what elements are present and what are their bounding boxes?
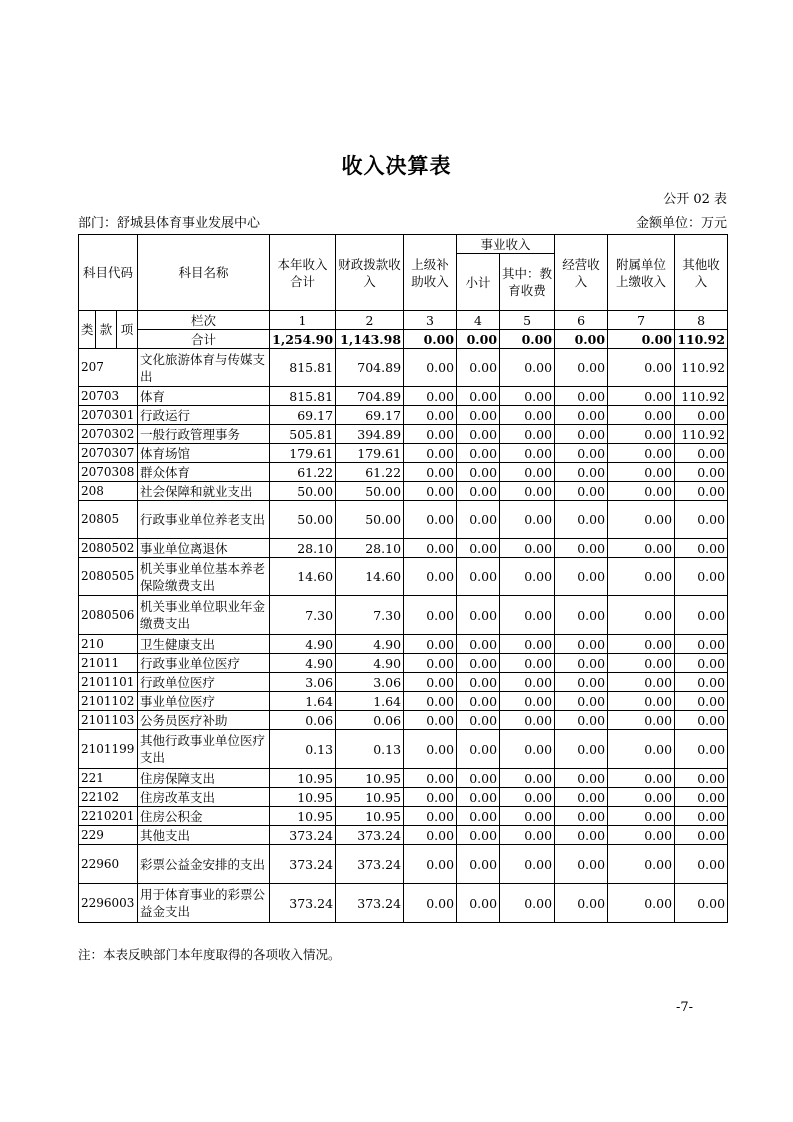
header-superior-subsidy: 上级补助收入 xyxy=(404,235,457,311)
subject-code-cell: 2070302 xyxy=(79,425,138,444)
amount-cell: 50.00 xyxy=(270,501,336,539)
table-row xyxy=(79,558,728,596)
amount-cell: 0.00 xyxy=(404,692,457,711)
total-cell: 0.00 xyxy=(457,330,500,349)
amount-cell: 0.00 xyxy=(457,463,500,482)
amount-cell: 0.00 xyxy=(500,463,555,482)
amount-cell: 0.00 xyxy=(457,845,500,884)
amount-cell: 0.13 xyxy=(270,730,336,769)
amount-cell: 3.06 xyxy=(270,673,336,692)
subject-name-cell: 公务员医疗补助 xyxy=(138,711,270,730)
header-total-income: 本年收入合计 xyxy=(270,235,336,311)
amount-cell: 14.60 xyxy=(336,558,404,596)
subject-name-cell: 其他行政事业单位医疗支出 xyxy=(138,730,270,769)
amount-cell: 0.00 xyxy=(457,539,500,558)
subject-code-cell: 20703 xyxy=(79,387,138,406)
col-num: 3 xyxy=(404,311,457,330)
amount-cell: 0.00 xyxy=(675,635,728,654)
amount-cell: 0.00 xyxy=(500,444,555,463)
table-row xyxy=(79,730,728,769)
amount-cell: 0.00 xyxy=(555,482,608,501)
amount-cell: 0.00 xyxy=(555,711,608,730)
amount-cell: 0.00 xyxy=(457,635,500,654)
amount-cell: 0.00 xyxy=(555,635,608,654)
amount-cell: 0.00 xyxy=(555,826,608,845)
amount-cell: 0.00 xyxy=(675,463,728,482)
subject-code-cell: 229 xyxy=(79,826,138,845)
total-label: 合计 xyxy=(138,330,270,349)
amount-cell: 0.00 xyxy=(675,845,728,884)
subject-name-cell: 行政单位医疗 xyxy=(138,673,270,692)
amount-cell: 4.90 xyxy=(270,654,336,673)
amount-cell: 0.00 xyxy=(675,807,728,826)
subject-name-cell: 机关事业单位职业年金缴费支出 xyxy=(138,596,270,635)
amount-cell: 0.00 xyxy=(675,482,728,501)
amount-cell: 0.00 xyxy=(555,807,608,826)
subject-name-cell: 事业单位医疗 xyxy=(138,692,270,711)
amount-cell: 10.95 xyxy=(336,788,404,807)
amount-cell: 14.60 xyxy=(270,558,336,596)
subject-name-cell: 一般行政管理事务 xyxy=(138,425,270,444)
amount-cell: 0.00 xyxy=(404,654,457,673)
subject-code-cell: 2101199 xyxy=(79,730,138,769)
table-row xyxy=(79,654,728,673)
amount-cell: 0.00 xyxy=(500,788,555,807)
total-cell: 1,143.98 xyxy=(336,330,404,349)
amount-cell: 0.00 xyxy=(675,596,728,635)
table-row xyxy=(79,539,728,558)
subject-code-cell: 2070301 xyxy=(79,406,138,425)
amount-cell: 0.00 xyxy=(500,826,555,845)
amount-cell: 0.00 xyxy=(555,596,608,635)
amount-cell: 10.95 xyxy=(270,788,336,807)
subject-code-cell: 2080505 xyxy=(79,558,138,596)
amount-cell: 0.00 xyxy=(404,635,457,654)
amount-cell: 0.00 xyxy=(404,501,457,539)
amount-cell: 0.00 xyxy=(675,406,728,425)
amount-cell: 110.92 xyxy=(675,349,728,387)
amount-cell: 0.00 xyxy=(675,769,728,788)
header-business-income: 事业收入 xyxy=(457,235,555,254)
amount-cell: 0.00 xyxy=(457,482,500,501)
amount-cell: 0.00 xyxy=(555,884,608,923)
amount-cell: 0.00 xyxy=(457,730,500,769)
subject-name-cell: 文化旅游体育与传媒支出 xyxy=(138,349,270,387)
amount-cell: 1.64 xyxy=(336,692,404,711)
table-row xyxy=(79,807,728,826)
income-table xyxy=(78,234,728,923)
amount-cell: 4.90 xyxy=(336,635,404,654)
amount-cell: 373.24 xyxy=(270,826,336,845)
amount-cell: 0.00 xyxy=(500,349,555,387)
amount-cell: 0.00 xyxy=(404,539,457,558)
table-row xyxy=(79,788,728,807)
amount-cell: 10.95 xyxy=(336,769,404,788)
amount-cell: 28.10 xyxy=(336,539,404,558)
amount-cell: 0.00 xyxy=(555,730,608,769)
amount-cell: 0.00 xyxy=(608,596,675,635)
subject-name-cell: 机关事业单位基本养老保险缴费支出 xyxy=(138,558,270,596)
amount-cell: 0.00 xyxy=(404,788,457,807)
amount-cell: 0.00 xyxy=(555,845,608,884)
amount-cell: 0.00 xyxy=(457,673,500,692)
subject-code-cell: 221 xyxy=(79,769,138,788)
table-row xyxy=(79,501,728,539)
amount-cell: 815.81 xyxy=(270,387,336,406)
col-num: 2 xyxy=(336,311,404,330)
amount-cell: 0.00 xyxy=(608,539,675,558)
total-cell: 1,254.90 xyxy=(270,330,336,349)
amount-cell: 0.00 xyxy=(457,501,500,539)
header-fiscal: 财政拨款收入 xyxy=(336,235,404,311)
amount-cell: 394.89 xyxy=(336,425,404,444)
amount-cell: 0.00 xyxy=(500,596,555,635)
subject-name-cell: 社会保障和就业支出 xyxy=(138,482,270,501)
col-num: 1 xyxy=(270,311,336,330)
amount-cell: 0.00 xyxy=(608,673,675,692)
amount-cell: 0.00 xyxy=(555,788,608,807)
amount-cell: 0.00 xyxy=(404,769,457,788)
total-row xyxy=(79,330,728,349)
amount-cell: 0.00 xyxy=(404,349,457,387)
amount-cell: 0.00 xyxy=(500,558,555,596)
subject-name-cell: 体育 xyxy=(138,387,270,406)
table-row xyxy=(79,349,728,387)
amount-cell: 0.00 xyxy=(404,425,457,444)
amount-cell: 0.00 xyxy=(457,826,500,845)
total-cell: 0.00 xyxy=(500,330,555,349)
header-edu-fee: 其中：教育收费 xyxy=(500,254,555,311)
table-row xyxy=(79,845,728,884)
amount-cell: 0.00 xyxy=(608,349,675,387)
table-row xyxy=(79,596,728,635)
header-lei: 类 xyxy=(79,311,96,349)
amount-cell: 0.00 xyxy=(675,788,728,807)
total-cell: 0.00 xyxy=(608,330,675,349)
amount-cell: 0.00 xyxy=(500,482,555,501)
amount-cell: 0.00 xyxy=(404,387,457,406)
amount-cell: 0.00 xyxy=(675,673,728,692)
table-row xyxy=(79,826,728,845)
amount-cell: 0.00 xyxy=(608,711,675,730)
amount-cell: 0.00 xyxy=(555,444,608,463)
table-number: 公开 02 表 xyxy=(663,192,727,207)
amount-cell: 0.00 xyxy=(555,425,608,444)
subject-name-cell: 其他支出 xyxy=(138,826,270,845)
table-row xyxy=(79,425,728,444)
amount-cell: 0.00 xyxy=(500,845,555,884)
header-kuan: 款 xyxy=(96,311,117,349)
subject-code-cell: 2101103 xyxy=(79,711,138,730)
header-subtotal: 小计 xyxy=(457,254,500,311)
table-row xyxy=(79,463,728,482)
header-operating: 经营收入 xyxy=(555,235,608,311)
table-row xyxy=(79,884,728,923)
subject-name-cell: 行政事业单位养老支出 xyxy=(138,501,270,539)
amount-cell: 0.00 xyxy=(500,539,555,558)
amount-cell: 69.17 xyxy=(270,406,336,425)
amount-cell: 0.00 xyxy=(608,769,675,788)
subject-code-cell: 22960 xyxy=(79,845,138,884)
amount-cell: 0.00 xyxy=(500,387,555,406)
subject-code-cell: 20805 xyxy=(79,501,138,539)
amount-cell: 0.00 xyxy=(457,884,500,923)
col-num: 6 xyxy=(555,311,608,330)
amount-cell: 0.00 xyxy=(675,826,728,845)
header-subject-name: 科目名称 xyxy=(138,235,270,311)
amount-cell: 0.00 xyxy=(675,501,728,539)
header-subject-code: 科目代码 xyxy=(79,235,138,311)
amount-cell: 373.24 xyxy=(336,845,404,884)
subject-name-cell: 行政事业单位医疗 xyxy=(138,654,270,673)
amount-cell: 0.00 xyxy=(555,463,608,482)
subject-code-cell: 2210201 xyxy=(79,807,138,826)
col-num: 5 xyxy=(500,311,555,330)
amount-cell: 0.00 xyxy=(457,788,500,807)
subject-name-cell: 群众体育 xyxy=(138,463,270,482)
amount-cell: 0.00 xyxy=(608,463,675,482)
amount-cell: 69.17 xyxy=(336,406,404,425)
subject-code-cell: 208 xyxy=(79,482,138,501)
amount-cell: 0.00 xyxy=(500,884,555,923)
col-num: 4 xyxy=(457,311,500,330)
amount-cell: 0.00 xyxy=(404,463,457,482)
amount-cell: 0.00 xyxy=(500,673,555,692)
amount-cell: 0.00 xyxy=(457,654,500,673)
subject-code-cell: 210 xyxy=(79,635,138,654)
amount-cell: 0.00 xyxy=(404,826,457,845)
amount-cell: 110.92 xyxy=(675,425,728,444)
amount-cell: 179.61 xyxy=(336,444,404,463)
amount-cell: 0.00 xyxy=(500,769,555,788)
amount-cell: 0.00 xyxy=(500,501,555,539)
amount-cell: 0.00 xyxy=(555,501,608,539)
subject-code-cell: 2080502 xyxy=(79,539,138,558)
amount-cell: 0.00 xyxy=(500,425,555,444)
amount-cell: 0.00 xyxy=(457,692,500,711)
header-lanci: 栏次 xyxy=(138,311,270,330)
total-cell: 110.92 xyxy=(675,330,728,349)
header-affiliated: 附属单位上缴收入 xyxy=(608,235,675,311)
subject-code-cell: 2070308 xyxy=(79,463,138,482)
header-other: 其他收入 xyxy=(675,235,728,311)
amount-cell: 0.00 xyxy=(555,769,608,788)
amount-cell: 0.00 xyxy=(608,635,675,654)
amount-cell: 0.00 xyxy=(500,807,555,826)
amount-cell: 179.61 xyxy=(270,444,336,463)
amount-cell: 0.00 xyxy=(608,788,675,807)
amount-cell: 7.30 xyxy=(270,596,336,635)
subject-code-cell: 2101101 xyxy=(79,673,138,692)
amount-cell: 0.00 xyxy=(404,807,457,826)
subject-name-cell: 住房改革支出 xyxy=(138,788,270,807)
total-cell: 0.00 xyxy=(555,330,608,349)
subject-code-cell: 21011 xyxy=(79,654,138,673)
amount-cell: 50.00 xyxy=(336,482,404,501)
amount-cell: 0.00 xyxy=(457,387,500,406)
amount-cell: 0.00 xyxy=(675,558,728,596)
table-row xyxy=(79,406,728,425)
table-row xyxy=(79,635,728,654)
page-number: -7- xyxy=(675,1000,693,1015)
subject-name-cell: 卫生健康支出 xyxy=(138,635,270,654)
amount-cell: 0.00 xyxy=(457,349,500,387)
amount-cell: 0.00 xyxy=(404,482,457,501)
amount-cell: 0.00 xyxy=(404,711,457,730)
department-label: 部门：舒城县体育事业发展中心 xyxy=(78,216,261,231)
amount-cell: 0.00 xyxy=(555,406,608,425)
subject-code-cell: 207 xyxy=(79,349,138,387)
amount-cell: 815.81 xyxy=(270,349,336,387)
amount-cell: 3.06 xyxy=(336,673,404,692)
amount-cell: 4.90 xyxy=(336,654,404,673)
subject-code-cell: 22102 xyxy=(79,788,138,807)
amount-cell: 50.00 xyxy=(336,501,404,539)
amount-cell: 0.06 xyxy=(336,711,404,730)
amount-cell: 0.00 xyxy=(404,596,457,635)
amount-cell: 0.00 xyxy=(457,444,500,463)
amount-cell: 0.00 xyxy=(457,769,500,788)
amount-cell: 373.24 xyxy=(270,884,336,923)
amount-cell: 0.06 xyxy=(270,711,336,730)
col-num: 8 xyxy=(675,311,728,330)
amount-cell: 0.00 xyxy=(608,845,675,884)
amount-cell: 0.00 xyxy=(404,730,457,769)
amount-cell: 0.00 xyxy=(608,807,675,826)
amount-cell: 0.00 xyxy=(500,635,555,654)
col-num: 7 xyxy=(608,311,675,330)
amount-cell: 373.24 xyxy=(336,826,404,845)
amount-cell: 373.24 xyxy=(270,845,336,884)
table-row xyxy=(79,387,728,406)
subject-name-cell: 住房保障支出 xyxy=(138,769,270,788)
amount-cell: 0.00 xyxy=(555,349,608,387)
total-cell: 0.00 xyxy=(404,330,457,349)
subject-name-cell: 行政运行 xyxy=(138,406,270,425)
footnote: 注：本表反映部门本年度取得的各项收入情况。 xyxy=(78,947,341,962)
amount-cell: 0.00 xyxy=(555,654,608,673)
amount-cell: 50.00 xyxy=(270,482,336,501)
amount-cell: 0.00 xyxy=(608,444,675,463)
amount-cell: 0.00 xyxy=(404,884,457,923)
amount-cell: 0.00 xyxy=(404,406,457,425)
amount-cell: 0.00 xyxy=(555,673,608,692)
subject-name-cell: 体育场馆 xyxy=(138,444,270,463)
amount-cell: 110.92 xyxy=(675,387,728,406)
amount-cell: 0.00 xyxy=(457,596,500,635)
table-row xyxy=(79,444,728,463)
header-xiang: 项 xyxy=(117,311,138,349)
amount-cell: 0.00 xyxy=(457,425,500,444)
amount-cell: 0.00 xyxy=(608,654,675,673)
amount-cell: 0.00 xyxy=(608,482,675,501)
amount-cell: 0.13 xyxy=(336,730,404,769)
amount-cell: 0.00 xyxy=(500,730,555,769)
amount-cell: 0.00 xyxy=(675,654,728,673)
subject-name-cell: 彩票公益金安排的支出 xyxy=(138,845,270,884)
amount-cell: 0.00 xyxy=(675,711,728,730)
subject-name-cell: 事业单位离退休 xyxy=(138,539,270,558)
amount-cell: 0.00 xyxy=(500,692,555,711)
subject-code-cell: 2080506 xyxy=(79,596,138,635)
amount-cell: 0.00 xyxy=(608,730,675,769)
amount-cell: 0.00 xyxy=(404,673,457,692)
page-title: 收入决算表 xyxy=(341,153,452,178)
amount-cell: 704.89 xyxy=(336,349,404,387)
amount-cell: 0.00 xyxy=(555,692,608,711)
amount-cell: 0.00 xyxy=(608,558,675,596)
amount-cell: 0.00 xyxy=(457,558,500,596)
amount-cell: 505.81 xyxy=(270,425,336,444)
subject-name-cell: 住房公积金 xyxy=(138,807,270,826)
amount-cell: 0.00 xyxy=(500,654,555,673)
amount-cell: 0.00 xyxy=(500,406,555,425)
amount-cell: 28.10 xyxy=(270,539,336,558)
amount-cell: 0.00 xyxy=(675,730,728,769)
currency-unit-label: 金额单位：万元 xyxy=(635,216,727,231)
amount-cell: 0.00 xyxy=(404,444,457,463)
amount-cell: 704.89 xyxy=(336,387,404,406)
amount-cell: 0.00 xyxy=(555,539,608,558)
subject-code-cell: 2070307 xyxy=(79,444,138,463)
amount-cell: 4.90 xyxy=(270,635,336,654)
table-row xyxy=(79,482,728,501)
amount-cell: 0.00 xyxy=(608,406,675,425)
subject-code-cell: 2101102 xyxy=(79,692,138,711)
amount-cell: 0.00 xyxy=(675,539,728,558)
amount-cell: 0.00 xyxy=(608,425,675,444)
table-row xyxy=(79,692,728,711)
amount-cell: 61.22 xyxy=(270,463,336,482)
amount-cell: 1.64 xyxy=(270,692,336,711)
amount-cell: 0.00 xyxy=(608,501,675,539)
amount-cell: 0.00 xyxy=(404,558,457,596)
amount-cell: 0.00 xyxy=(608,692,675,711)
amount-cell: 0.00 xyxy=(608,884,675,923)
subject-name-cell: 用于体育事业的彩票公益金支出 xyxy=(138,884,270,923)
subject-code-cell: 2296003 xyxy=(79,884,138,923)
amount-cell: 0.00 xyxy=(675,692,728,711)
amount-cell: 373.24 xyxy=(336,884,404,923)
amount-cell: 10.95 xyxy=(336,807,404,826)
amount-cell: 0.00 xyxy=(555,387,608,406)
amount-cell: 0.00 xyxy=(500,711,555,730)
table-row xyxy=(79,769,728,788)
amount-cell: 0.00 xyxy=(675,884,728,923)
amount-cell: 7.30 xyxy=(336,596,404,635)
amount-cell: 61.22 xyxy=(336,463,404,482)
table-row xyxy=(79,673,728,692)
amount-cell: 0.00 xyxy=(608,826,675,845)
amount-cell: 0.00 xyxy=(608,387,675,406)
table-row xyxy=(79,711,728,730)
amount-cell: 0.00 xyxy=(675,444,728,463)
amount-cell: 0.00 xyxy=(457,406,500,425)
amount-cell: 0.00 xyxy=(457,807,500,826)
amount-cell: 0.00 xyxy=(555,558,608,596)
amount-cell: 10.95 xyxy=(270,769,336,788)
amount-cell: 0.00 xyxy=(457,711,500,730)
amount-cell: 0.00 xyxy=(404,845,457,884)
amount-cell: 10.95 xyxy=(270,807,336,826)
